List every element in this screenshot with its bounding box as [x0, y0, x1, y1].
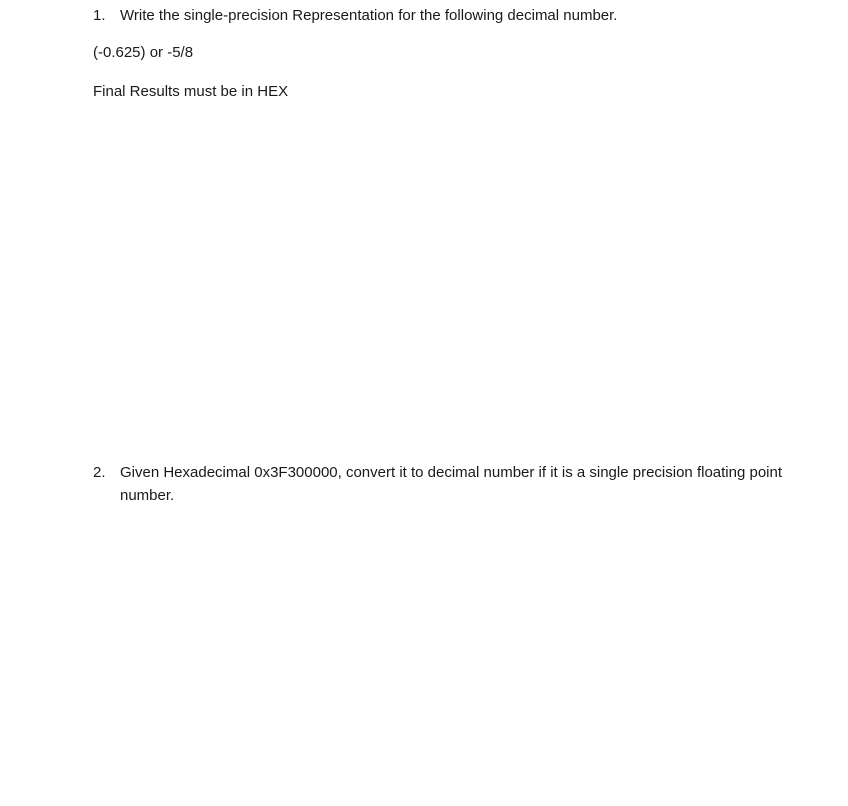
question-1-value: (-0.625) or -5/8	[93, 44, 194, 61]
question-1	[93, 4, 813, 27]
question-1-number: 1.	[93, 7, 106, 24]
question-1-note: Final Results must be in HEX	[93, 83, 289, 100]
question-2-number: 2.	[93, 464, 106, 481]
question-2-text: Given Hexadecimal 0x3F300000, convert it to decimal number if it is a single precision floating point number.	[120, 464, 783, 504]
question-2	[93, 461, 813, 507]
question-1-text: Write the single-precision Representation for the following decimal number.	[120, 7, 618, 24]
